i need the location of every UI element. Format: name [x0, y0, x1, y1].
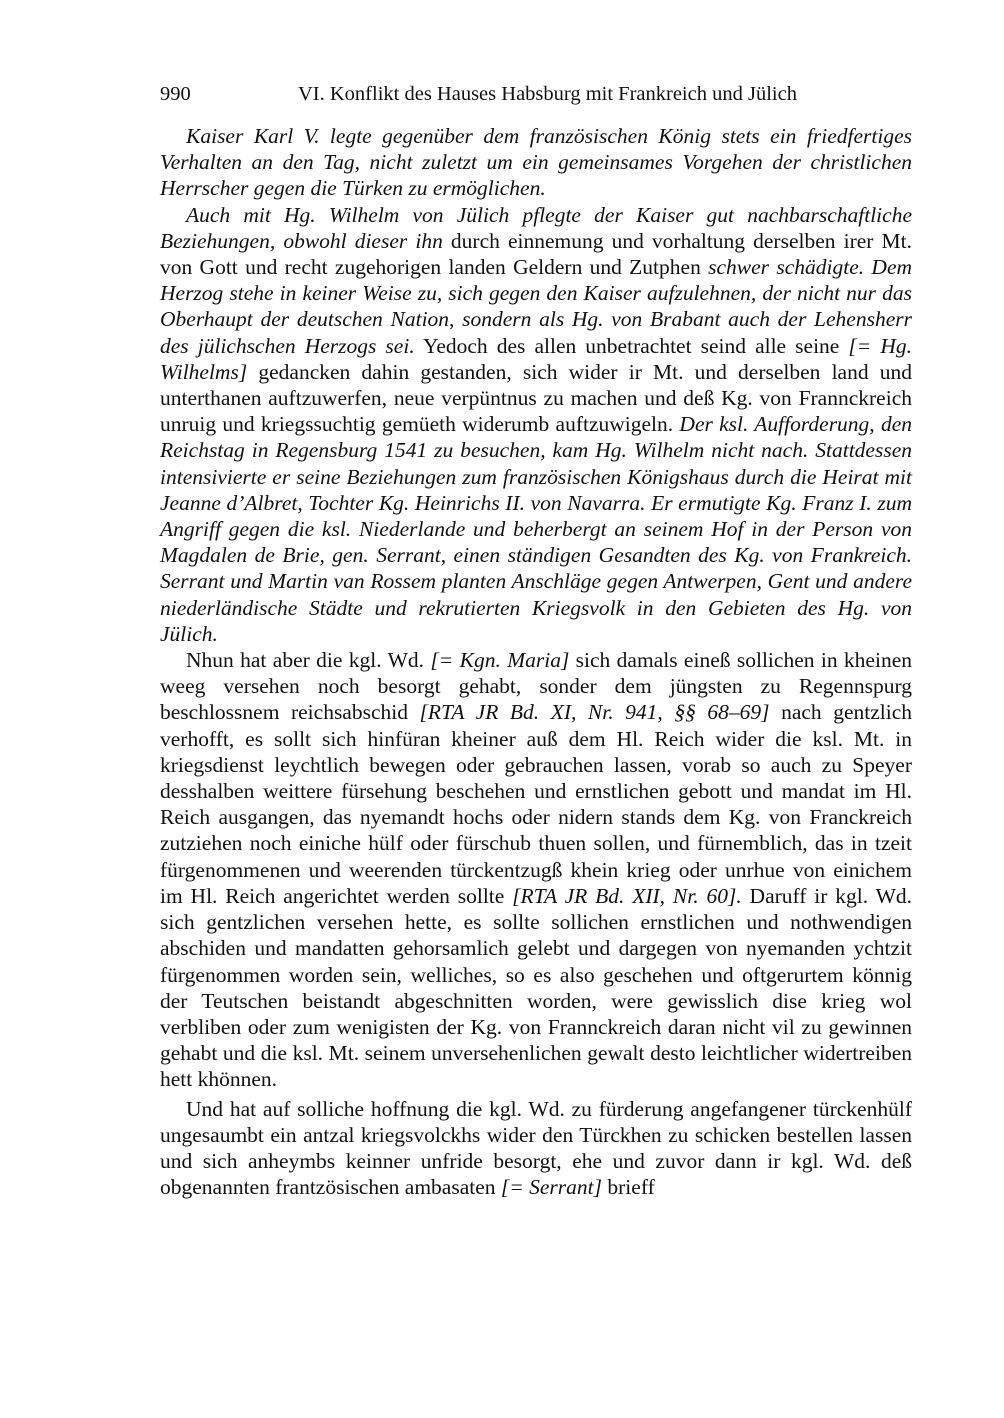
italic-text-run: [= Hg. Wilhelms] — [160, 333, 912, 384]
italic-text-run: [= Serrant] — [500, 1175, 603, 1200]
italic-text-run: schwer schädigte. Dem Herzog stehe in keiner Weise zu, sich gegen den Kaiser aufzulehnen, der nicht nur das Oberhaupt der deutschen Nation, sondern als Hg. von Brabant auch der Lehensherr des jülichschen Herzogs sei. — [160, 255, 913, 358]
paragraph — [160, 647, 912, 1092]
paragraph — [160, 123, 912, 202]
body-text — [160, 123, 912, 1200]
text-run: durch einnemung und vorhaltung derselben irer Mt. von Gott und recht zugehorigen landen Geldern und Zutphen — [160, 228, 912, 280]
text-run: Daruff ir kgl. Wd. sich gentzlichen versehen hette, es sollte sollichen ernstlichen und nothwendigen abschiden und mandatten gehorsamlich gelebt und dargegen von nyemanden ychtzit fürgenommen worden sein, welliches, so es also geschehen und oftgerurtem könnig der Teutschen beistandt abgeschnitten worden, were gewisslich dise krieg wol verbliben oder zum wenigisten der Kg. von Frannckreich daran nicht vil zu gewinnen gehabt und die ksl. Mt. seinem unversehenlichen gewalt desto leichtlicher widertreiben hett khönnen. — [160, 883, 913, 1092]
italic-text-run: Auch mit Hg. Wilhelm von Jülich pflegte der Kaiser gut nachbarschaftliche Beziehungen, obwohl dieser ihn — [160, 202, 912, 253]
text-run: nach gentzlich verhofft, es sollt sich hinfüran kheiner auß dem Hl. Reich wider die ksl. Mt. in kriegsdienst leychtlich bewegen oder gebrauchen lassen, vorab so auch zu Speyer desshalben weittere fürsehung beschehen und ernstlichen gebott und mandat im Hl. Reich ausgangen, das nyemandt hochs oder nidern stands dem Kg. von Franckreich zutziehen noch einiche hülf oder fürschub thuen sollen, und fürnemblich, das in tzeit fürgenommenen und weerenden türckentzugß khein krieg oder unrhue von einichem im Hl. Reich angerichtet werden sollte — [160, 700, 912, 908]
text-run: Nhun hat aber die kgl. Wd. — [186, 648, 431, 673]
italic-text-run: Kaiser Karl V. legte gegenüber dem französischen König stets ein friedfertiges Verhalten an den Tag, nicht zuletzt um ein gemeinsames Vorgehen der christlichen Herrscher gegen die Türken zu ermöglichen. — [160, 124, 912, 201]
italic-text-run: [RTA JR Bd. XI, Nr. 941, §§ 68–69] — [419, 700, 770, 725]
text-run: sich damals eineß sollichen in kheinen weeg versehen noch besorgt gehabt, sonder dem jüngsten zu Regennspurg beschlossnem reichsabschid — [160, 648, 912, 725]
italic-text-run: [RTA JR Bd. XII, Nr. 60]. — [512, 883, 742, 908]
text-run: gedancken dahin gestanden, sich wider ir Mt. und derselben land und unterthanen auftzuwerfen, neue verpüntnus zu machen und deß Kg. von Frannckreich unruig und kriegssuchtig gemüeth widerumb auftzuwigeln. — [160, 359, 912, 437]
text-run: Und hat auf solliche hoffnung die kgl. Wd. zu fürderung angefangener türckenhülf ungesaumbt ein antzal kriegsvolckhs wider den Türckhen zu schicken bestellen lassen und sich anheymbs keinner unfride besorgt, ehe und zuvor dann ir kgl. Wd. deß obgenannten frantzösischen ambasaten — [160, 1096, 912, 1200]
page-number: 990 — [160, 83, 191, 105]
running-header — [160, 79, 912, 109]
paragraph — [160, 1096, 912, 1201]
paragraph — [160, 202, 912, 647]
text-run: brieff — [602, 1175, 655, 1200]
italic-text-run: [= Kgn. Maria] — [430, 648, 570, 673]
italic-text-run: Der ksl. Aufforderung, den Reichstag in Regensburg 1541 zu besuchen, kam Hg. Wilhelm nicht nach. Stattdessen intensivierte er seine Beziehungen zum französischen Königshaus durch die Heirat mit Jeanne d’Albret, Tochter Kg. Heinrichs II. von Navarra. Er ermutigte Kg. Franz I. zum Angriff gegen die ksl. Niederlande und beherbergt an seinem Hof in der Person von Magdalen de Brie, gen. Serrant, einen ständigen Gesandten des Kg. von Frankreich. Serrant und Martin van Rossem planten Anschläge gegen Antwerpen, Gent und andere niederländische Städte und rekrutierten Kriegsvolk in den Gebieten des Hg. von Jülich. — [160, 412, 912, 646]
chapter-title: VI. Konflikt des Hauses Habsburg mit Frankreich und Jülich — [298, 83, 797, 105]
text-run: Yedoch des allen unbetrachtet seind alle seine — [414, 333, 849, 358]
